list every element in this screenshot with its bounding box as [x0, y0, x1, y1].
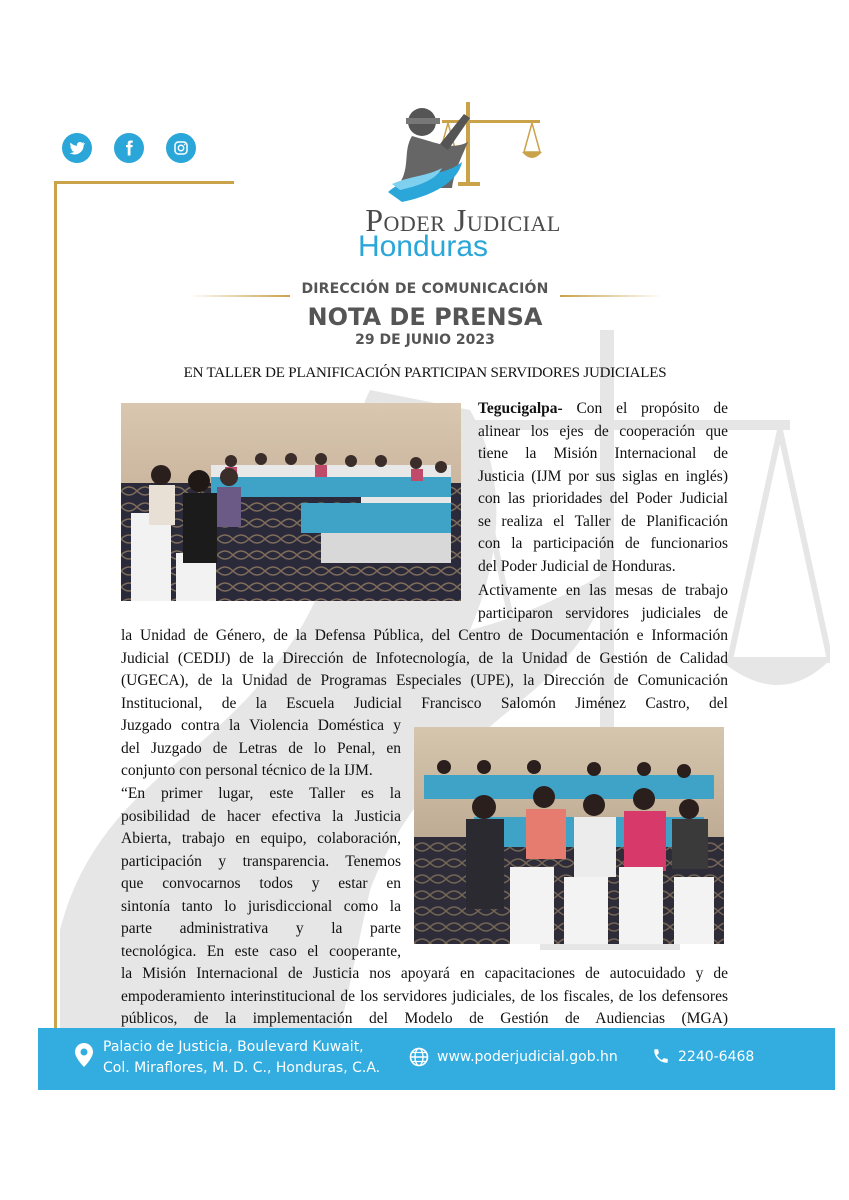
twitter-icon [68, 139, 86, 157]
footer-website[interactable]: www.poderjudicial.gob.hn [437, 1049, 618, 1065]
p3-full: la Misión Internacional de Justicia nos apoyará en capacitaciones de autocuidado y de empoderamiento interinstitucional de los servidores judiciales, de los fiscales, de los defensores públicos, de la implementación del Modelo de Gestión de Audiencias (MGA) [121, 965, 728, 1027]
p2-line-2: participaron servidores judiciales de [478, 604, 728, 622]
org-name-text: Poder Judicial [365, 202, 561, 238]
flourish-right [560, 295, 662, 297]
footer-address [103, 1037, 403, 1079]
paragraph-2-body [121, 625, 728, 715]
p1-line-7: con la participación de funcionarios [478, 535, 728, 552]
release-date: 29 DE JUNIO 2023 [355, 332, 495, 348]
instagram-icon [172, 139, 190, 157]
address-line-1: Palacio de Justicia, Boulevard Kuwait, [103, 1039, 364, 1055]
p3-line-1: “En primer lugar, este Taller es la [121, 785, 401, 802]
p3-line-7: parte administrativa y la parte [121, 920, 401, 937]
lady-justice-logo [382, 92, 544, 202]
p3-line-8: tecnológica. En este caso el cooperante, [121, 942, 401, 960]
p1-line-2: alinear los ejes de cooperación que [478, 422, 728, 440]
p3-line-3: Abierta, trabajo en equipo, colaboración, [121, 830, 401, 847]
p3-line-5: que convocarnos todos y estar en [121, 875, 401, 892]
p1-line-1: Con el propósito de [562, 400, 728, 417]
facebook-icon [120, 139, 138, 157]
p1-line-5: con las prioridades del Poder Judicial [478, 490, 728, 507]
p1-line-6: se realiza el Taller de Planificación [478, 512, 728, 530]
p3-line-4: participación y transparencia. Tenemos [121, 852, 401, 870]
headline: EN TALLER DE PLANIFICACIÓN PARTICIPAN SERVIDORES JUDICIALES [183, 365, 667, 381]
globe-icon [409, 1047, 429, 1067]
p2-full: la Unidad de Género, de la Defensa Pública, del Centro de Documentación e Información Judicial (CEDIJ) de la Dirección de Infotecnología, de la Unidad de Gestión de Calidad (UGECA), de la Unidad de Programas Especiales (UPE), la Dirección de Comunicación Institucional, de la Escuela Judicial Francisco Salomón Jiménez Castro, del [121, 627, 728, 712]
paragraph-1 [478, 398, 728, 578]
frame-left-line [54, 181, 57, 1029]
dateline: Tegucigalpa- [478, 400, 563, 417]
workshop-photo-1 [121, 403, 461, 601]
p3-line-2: posibilidad de hacer efectiva la Justicia [121, 807, 401, 825]
footer-phone[interactable]: 2240-6468 [678, 1049, 755, 1065]
twitter-button[interactable] [62, 133, 92, 163]
paragraph-2-tail [121, 715, 401, 783]
p1-line-8: del Poder Judicial de Honduras. [478, 557, 676, 575]
facebook-button[interactable] [114, 133, 144, 163]
paragraph-3-body [121, 963, 728, 1031]
p1-line-3: tiene la Misión Internacional de [478, 445, 728, 462]
location-pin-icon [75, 1043, 93, 1067]
p2-line-1: Activamente en las mesas de trabajo [478, 582, 728, 599]
address-line-2: Col. Miraflores, M. D. C., Honduras, C.A. [103, 1060, 381, 1076]
p3-line-6: sintonía tanto lo jurisdiccional como la [121, 897, 401, 915]
workshop-photo-2 [414, 727, 724, 944]
phone-icon [652, 1047, 670, 1065]
instagram-button[interactable] [166, 133, 196, 163]
p2-line-9: conjunto con personal técnico de la IJM. [121, 762, 373, 779]
paragraph-2-intro [478, 580, 728, 625]
paragraph-3-left [121, 783, 401, 963]
p2-line-7: Juzgado contra la Violencia Doméstica y [121, 717, 401, 734]
frame-top-line [54, 181, 234, 184]
p2-line-8: del Juzgado de Letras de lo Penal, en [121, 739, 401, 757]
flourish-left [188, 295, 290, 297]
press-release-title: NOTA DE PRENSA [307, 303, 543, 331]
org-country: Honduras [357, 230, 489, 263]
p1-line-4: Justicia (IJM por sus siglas en inglés) [478, 467, 728, 485]
department-title: DIRECCIÓN DE COMUNICACIÓN [301, 281, 549, 297]
